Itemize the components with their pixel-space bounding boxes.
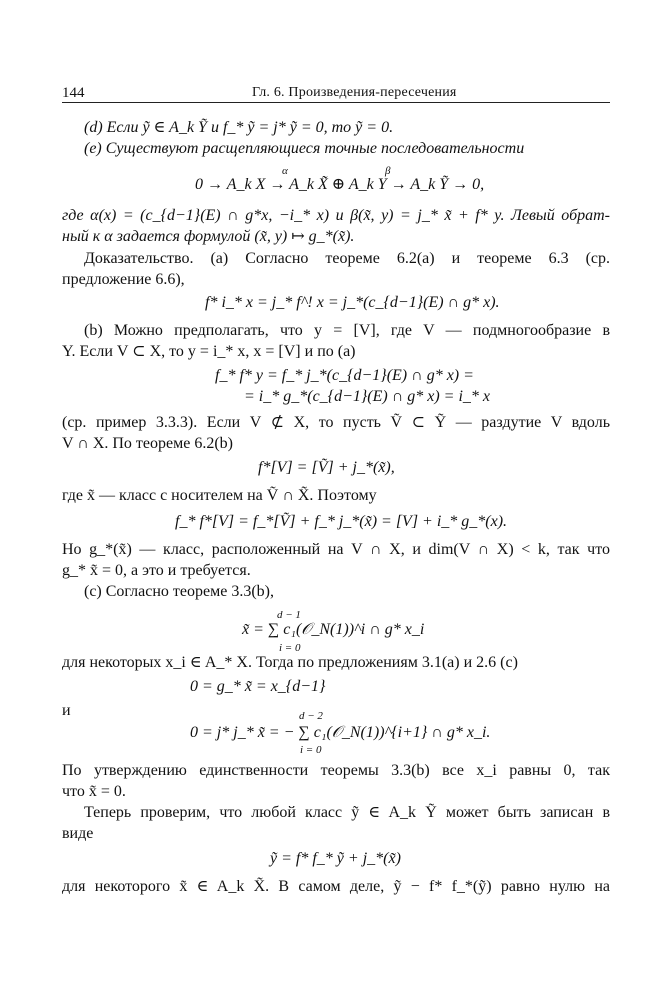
proof-b-text-5: Но g_*(x̃) — класс, расположенный на V ∩ X, и dim(V ∩ X) < k, так что <box>62 541 610 558</box>
sum-lower-limit-1: i = 0 <box>279 642 301 654</box>
proof-a-text-cont: предложение 6.6), <box>62 271 185 288</box>
proof-c-text-3: По утверждению единственности теоремы 3.3(b) все x_i равны 0, так <box>62 762 610 779</box>
beta-label: β <box>385 165 391 177</box>
proof-c-text: (c) Согласно теореме 3.3(b), <box>84 583 275 600</box>
proof-c-text-2: для некоторых x_i ∈ A_* X. Тогда по предложениям 3.1(a) и 2.6 (c) <box>62 654 518 671</box>
proof-b-text-3: V ∩ X. По теореме 6.2(b) <box>62 435 234 452</box>
equation-proof-b-4: f_* f*[V] = f_*[Ṽ] + f_* j_*(x̃) = [V] + i_* g_*(x). <box>175 513 508 530</box>
sum-lower-limit-2: i = 0 <box>300 744 322 756</box>
alpha-label: α <box>282 165 288 177</box>
exact-sequence-equation: 0 → A_k X → A_k X̃ ⊕ A_k Y → A_k Ỹ → 0, <box>195 176 485 193</box>
sum-upper-limit-2: d − 2 <box>299 710 323 722</box>
proof-b-text-2: (ср. пример 3.3.3). Если V ⊄ X, то пусть Ṽ ⊂ Ỹ — раздутие V вдоль <box>62 414 610 431</box>
sum-upper-limit-1: d − 1 <box>277 609 301 621</box>
proof-c-text-4: что x̃ = 0. <box>62 783 126 800</box>
page-number: 144 <box>62 85 85 101</box>
equation-proof-b-3: f*[V] = [Ṽ] + j_*(x̃), <box>258 459 395 476</box>
equation-proof-c-4: ỹ = f* f_* ỹ + j_*(x̃) <box>270 850 401 867</box>
proof-c-text-6: виде <box>62 825 94 842</box>
equation-proof-c-3: 0 = j* j_* x̃ = − ∑ c₁(𝒪_N(1))^{i+1} ∩ g* x_i. <box>190 724 491 741</box>
proof-c-text-5: Теперь проверим, что любой класс ỹ ∈ A_k Ỹ может быть записан в <box>84 804 610 821</box>
left-inverse-text: ный к α задается формулой (x̃, y) ↦ g_*(x̃). <box>62 228 355 245</box>
proof-b-text-cont: Y. Если V ⊂ X, то y = i_* x, x = [V] и по (a) <box>62 343 356 360</box>
equation-proof-c-sum: x̃ = ∑ c₁(𝒪_N(1))^i ∩ g* x_i <box>242 621 425 638</box>
equation-proof-c-2: 0 = g_* x̃ = x_{d−1} <box>190 678 326 695</box>
conjunction-and: и <box>62 702 71 719</box>
statement-e: (e) Существуют расщепляющиеся точные последовательности <box>84 140 525 157</box>
proof-b-text-4: где x̃ — класс с носителем на Ṽ ∩ X̃. Поэтому <box>62 487 377 504</box>
equation-proof-b-2: = i_* g_*(c_{d−1}(E) ∩ g* x) = i_* x <box>244 388 491 405</box>
proof-b-text-6: g_* x̃ = 0, а это и требуется. <box>62 562 251 579</box>
equation-proof-b-1: f_* f* y = f_* j_*(c_{d−1}(E) ∩ g* x) = <box>215 367 474 384</box>
statement-d: (d) Если ỹ ∈ A_k Ỹ и f_* ỹ = j* ỹ = 0, то ỹ = 0. <box>84 119 394 136</box>
page-header <box>62 82 610 103</box>
equation-proof-a: f* i_* x = j_* f^! x = j_*(c_{d−1}(E) ∩ g* x). <box>205 294 500 311</box>
running-title: Гл. 6. Произведения-пересечения <box>252 85 457 100</box>
proof-b-text: (b) Можно предполагать, что y = [V], где V — подмногообразие в <box>84 322 610 339</box>
proof-a-text: Доказательство. (a) Согласно теореме 6.2(a) и теореме 6.3 (ср. <box>84 250 610 267</box>
definition-alpha-beta: где α(x) = (c_{d−1}(E) ∩ g*x, −i_* x) и β(x̃, y) = j_* x̃ + f* y. Левый обрат- <box>62 207 610 224</box>
proof-c-text-7: для некоторого x̃ ∈ A_k X̃. В самом деле, ỹ − f* f_*(ỹ) равно нулю на <box>62 878 610 895</box>
